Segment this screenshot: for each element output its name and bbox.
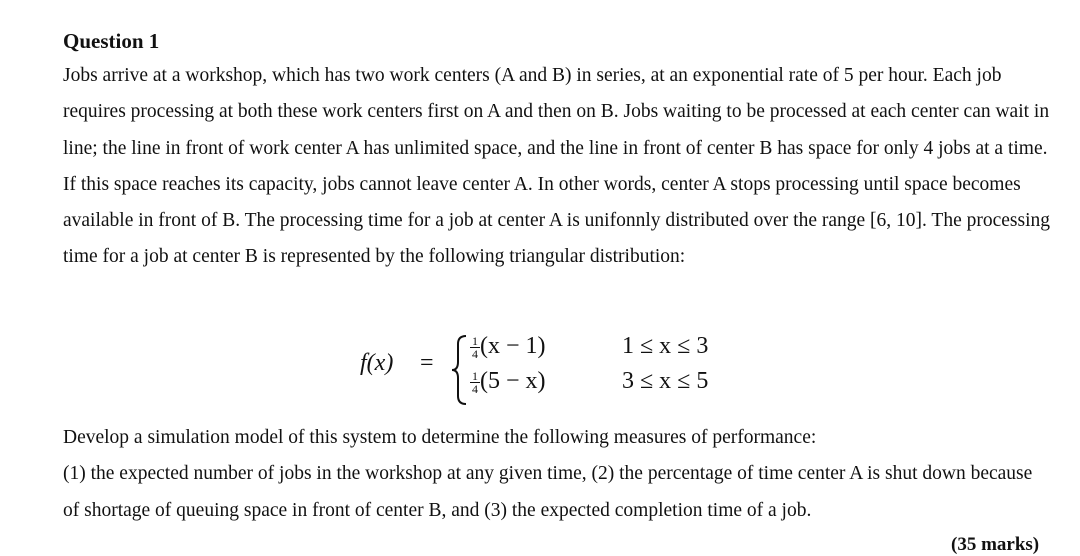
marks-label: (35 marks) — [951, 534, 1040, 555]
left-brace-icon — [450, 330, 470, 410]
fraction-1: $\frac{1}{4}$ — [472, 333, 478, 361]
equation-lhs: f(x) — [360, 350, 394, 376]
equation-condition-1: 1 ≤ x ≤ 3 — [622, 333, 709, 359]
equation-equals: = — [420, 350, 434, 376]
equation-condition-2: 3 ≤ x ≤ 5 — [622, 368, 709, 394]
question-title: Question 1 — [63, 29, 160, 53]
equation-piece-2: $\frac{1}{4}$ (5 − x) — [472, 368, 546, 396]
cut-off-text-fragment — [160, 0, 440, 2]
question-tasks — [63, 420, 1053, 529]
fraction-2: $\frac{1}{4}$ — [472, 368, 478, 396]
tasks-list: (1) the expected number of jobs in the workshop at any given time, (2) the percentage of time center A is shut down because of shortage of queuing space in front of center B, and (3) the expected completion time of a job. — [63, 463, 1033, 521]
equation-piece-1: $\frac{1}{4}$ (x − 1) — [472, 333, 546, 361]
triangular-distribution-equation — [360, 330, 760, 410]
tasks-intro: Develop a simulation model of this system to determine the following measures of performance: — [63, 427, 817, 448]
question-paragraph: Jobs arrive at a workshop, which has two work centers (A and B) in series, at an exponential rate of 5 per hour. Each job requires processing at both these work centers first on A and then on B. Jobs waiting to be processed at each center can wait in line; the line in front of work center A has unlimited space, and the line in front of center B has space for only 4 jobs at a time. If this space reaches its capacity, jobs cannot leave center A. In other words, center A stops processing until space becomes available in front of B. The processing time for a job at center A is unifonnly distributed over the range [6, 10]. The processing time for a job at center B is represented by the following triangular distribution: — [63, 65, 1051, 268]
